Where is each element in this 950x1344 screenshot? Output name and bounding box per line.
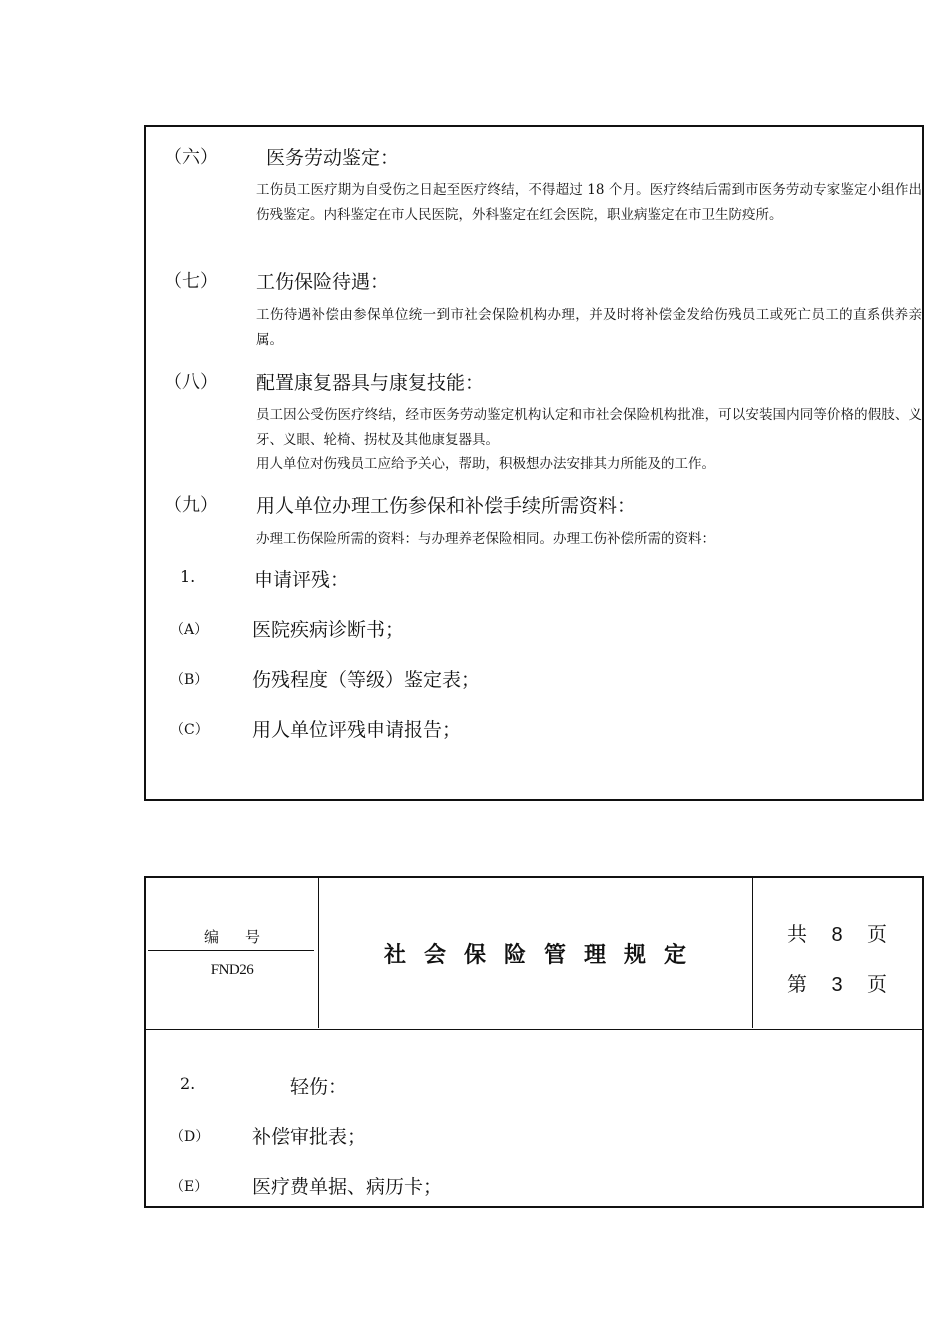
section-number: （八） [164,372,218,393]
current-page-number: 3 [831,974,843,996]
item-letter: （A） [170,622,209,638]
item-text: 医院疾病诊断书； [252,619,405,641]
section-body [256,303,922,352]
section-body [256,527,922,552]
section-number: （九） [164,495,218,516]
item-text: 用人单位评残申请报告； [252,719,462,741]
current-prefix: 第 [787,972,807,996]
current-page [787,968,887,997]
page-count-cell [753,878,922,1028]
paragraph: 工伤待遇补偿由参保单位统一到市社会保险机构办理，并及时将补偿金发给伤残员工或死亡员工的直系供养亲属。 [256,307,922,348]
current-suffix: 页 [867,972,887,996]
item-text: 伤残程度（等级）鉴定表； [252,669,481,691]
section-number: （七） [164,271,218,292]
section-heading: 配置康复器具与康复技能： [256,372,485,394]
section-heading: 医务劳动鉴定： [266,147,400,169]
document-code-value: FND26 [210,962,254,978]
paragraph: 员工因公受伤医疗终结，经市医务劳动鉴定机构认定和市社会保险机构批准，可以安装国内同等价格的假肢、义牙、义眼、轮椅、拐杖及其他康复器具。 [256,407,922,448]
divider [148,950,314,951]
item-text: 补偿审批表； [252,1126,367,1148]
section-body [256,178,922,227]
item-number: 2. [180,1074,196,1093]
paragraph: 办理工伤保险所需的资料：与办理养老保险相同。办理工伤补偿所需的资料： [256,531,715,547]
section-body [256,403,922,477]
paragraph: 工伤员工医疗期为自受伤之日起至医疗终结，不得超过 18 个月。医疗终结后需到市医务劳动专家鉴定小组作出伤残鉴定。内科鉴定在市人民医院，外科鉴定在红会医院，职业病鉴定在市卫生防疫所。 [256,182,922,223]
document-code-cell [146,878,319,1028]
total-pages-number: 8 [831,924,843,946]
document-code-label: 编号 [203,928,286,946]
item-letter: （D） [170,1129,210,1145]
section-heading: 用人单位办理工伤参保和补偿手续所需资料： [256,495,637,517]
paragraph: 用人单位对伤残员工应给予关心，帮助，积极想办法安排其力所能及的工作。 [256,456,715,472]
document-title: 社会保险管理规定 [383,941,704,968]
item-text: 医疗费单据、病历卡； [252,1176,443,1198]
item-letter: （B） [170,672,209,688]
document-section-box [144,125,924,801]
total-pages [787,918,887,947]
divider [146,1029,922,1030]
section-heading: 工伤保险待遇： [256,271,390,293]
total-prefix: 共 [787,922,807,946]
page-header-table [144,876,924,1208]
item-heading: 轻伤： [290,1076,348,1098]
document-title-cell [318,878,753,1028]
item-letter: （C） [170,722,209,738]
item-letter: （E） [170,1179,209,1195]
item-number: 1. [180,567,196,586]
item-heading: 申请评残： [254,569,350,591]
section-number: （六） [164,147,218,168]
total-suffix: 页 [867,922,887,946]
